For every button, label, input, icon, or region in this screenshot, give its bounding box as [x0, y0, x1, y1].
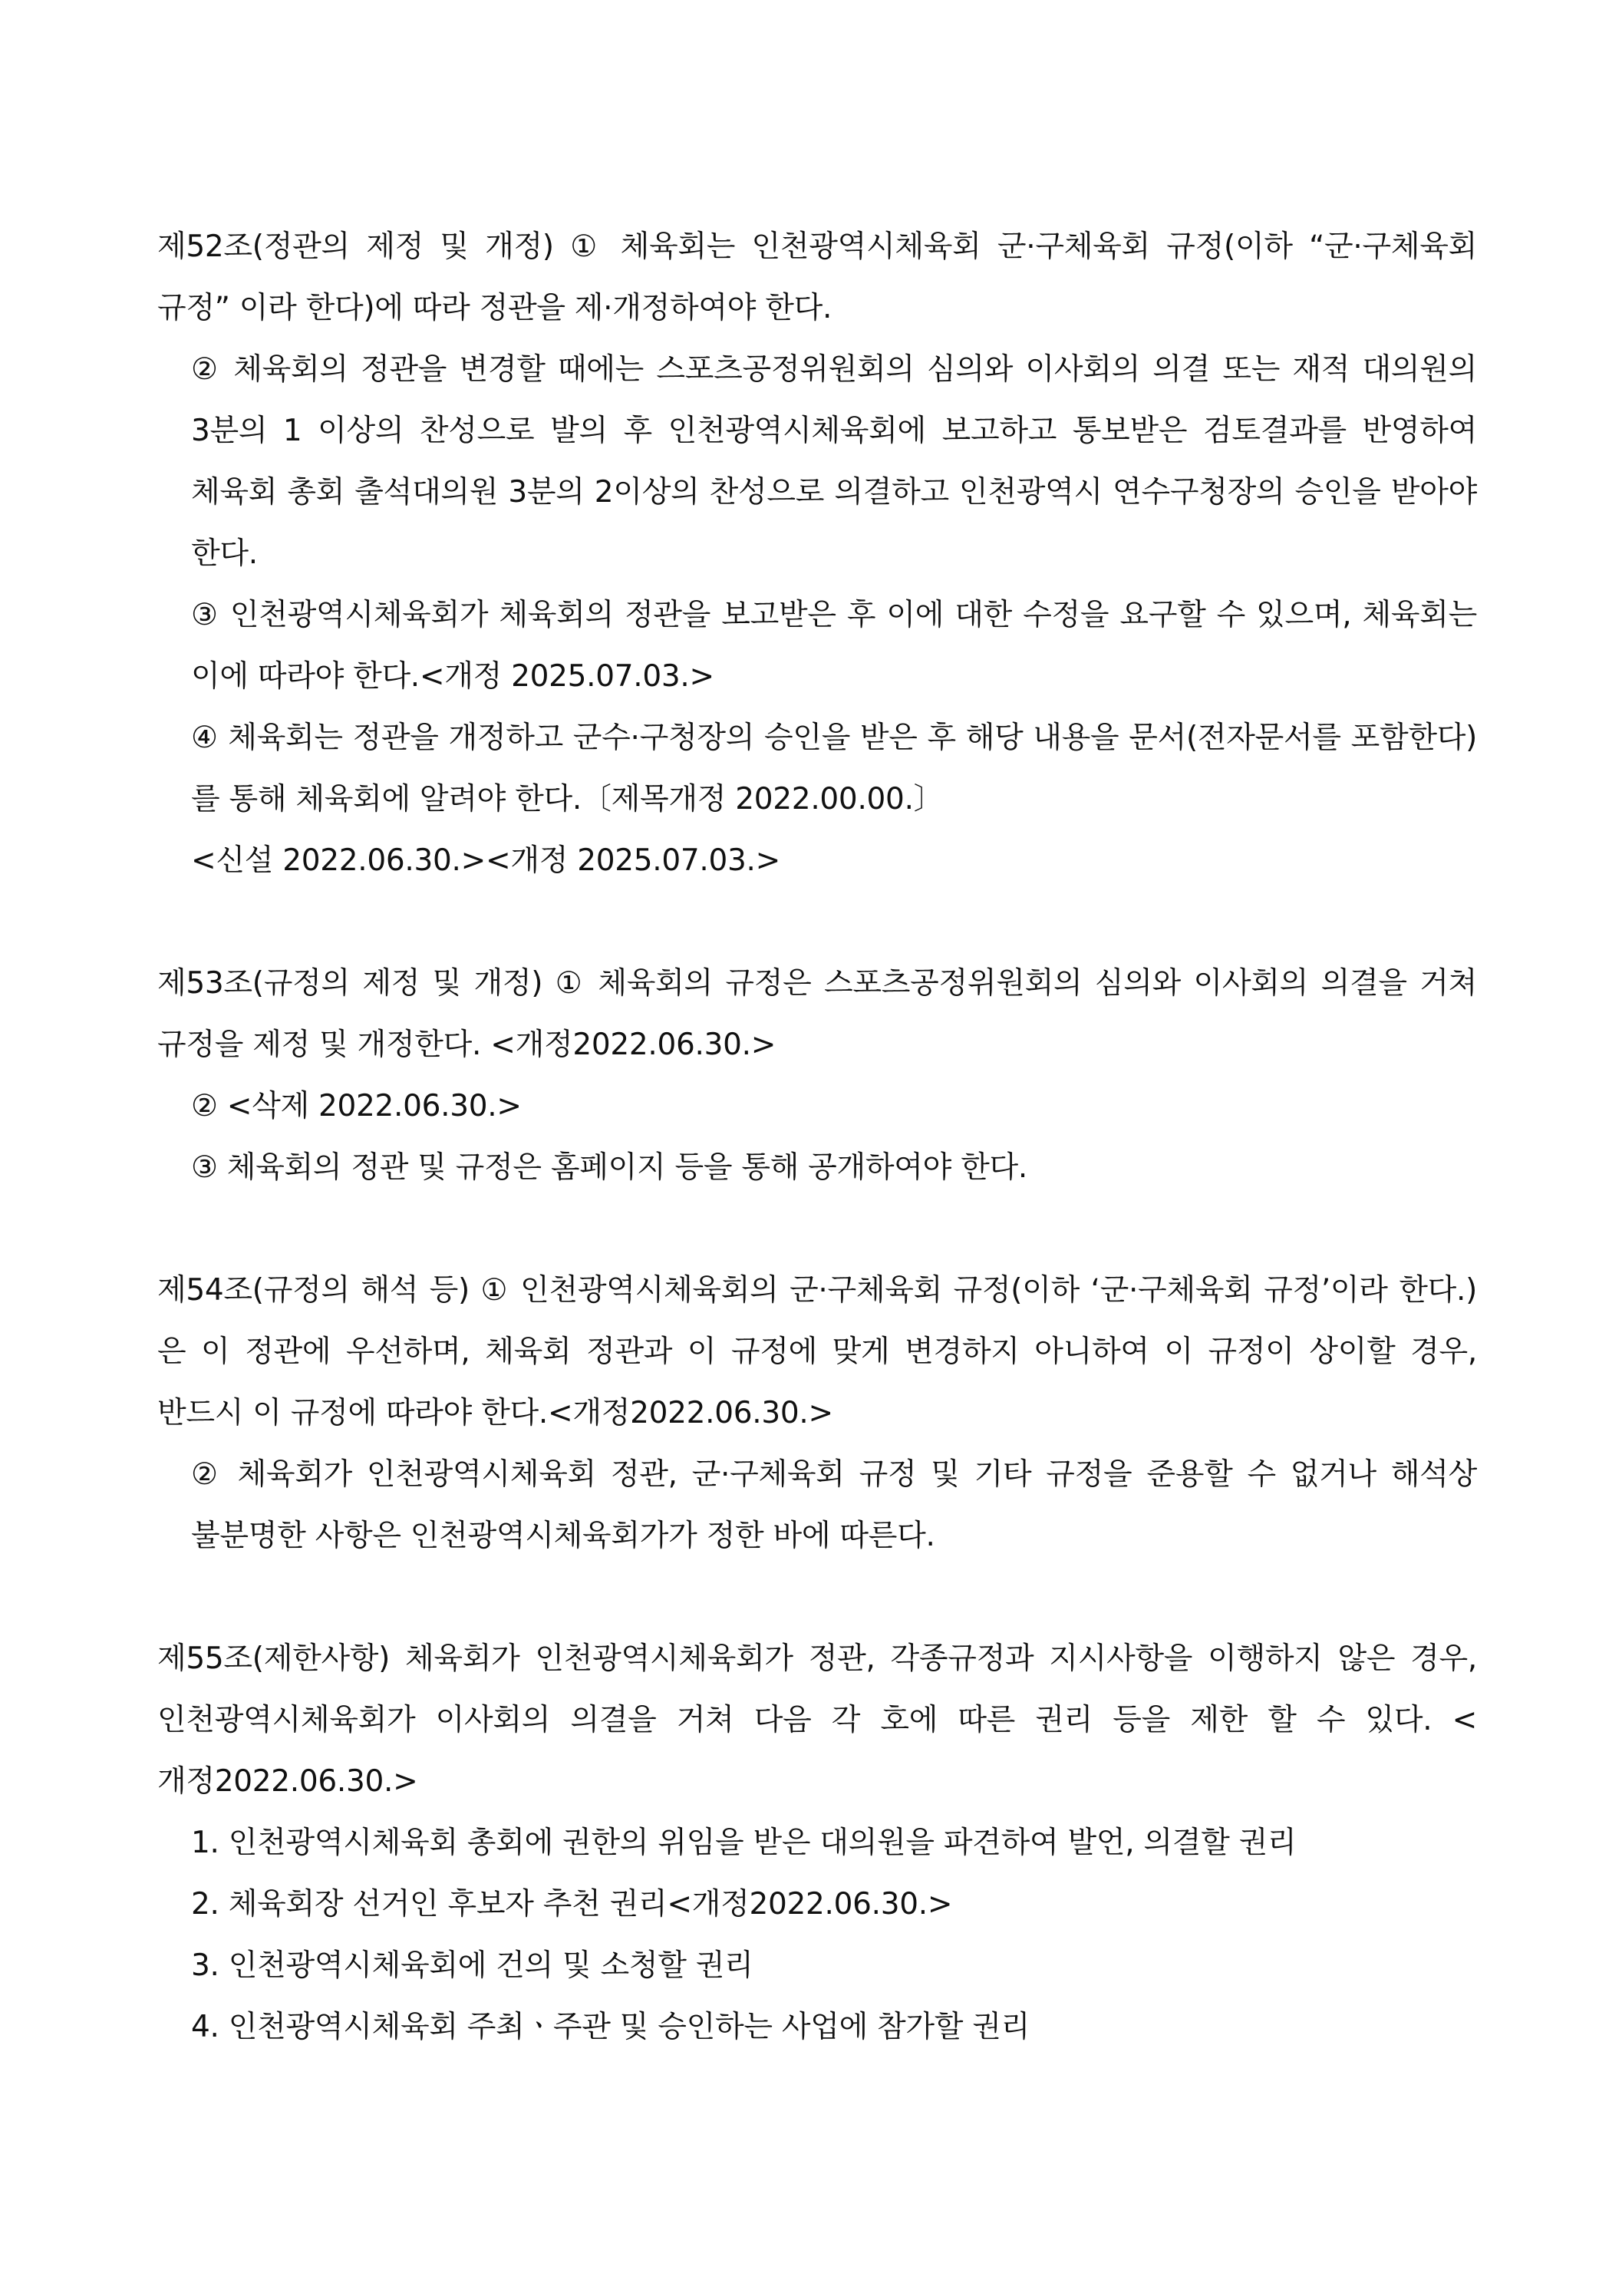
article-55-item-2: 2. 체육회장 선거인 후보자 추천 권리<개정2022.06.30.> [191, 1887, 953, 1922]
article-55 [157, 1628, 1477, 2058]
article-52-paragraph-1: 제52조(정관의 제정 및 개정) ① 체육회는 인천광역시체육회 군·구체육회 규정(이하 “군·구체육회 규정” 이라 한다)에 따라 정관을 제·개정하여야 한다. [157, 229, 1477, 325]
article-53 [157, 953, 1477, 1199]
section-spacer [157, 892, 1477, 953]
article-55-item-4: 4. 인천광역시체육회 주최ㆍ주관 및 승인하는 사업에 참가할 권리 [191, 2010, 1030, 2044]
article-54-paragraph-1: 제54조(규정의 해석 등) ① 인천광역시체육회의 군·구체육회 규정(이하 ‘군·구체육회 규정’이라 한다.)은 이 정관에 우선하며, 체육회 정관과 이 규정에 맞게 변경하지 아니하여 이 규정이 상이할 경우, 반드시 이 규정에 따라야 한다.<개정2022.06.30.> [157, 1273, 1477, 1430]
article-55-item-1: 1. 인천광역시체육회 총회에 권한의 위임을 받은 대의원을 파견하여 발언, 의결할 권리 [191, 1826, 1297, 1860]
article-55-paragraph-1: 제55조(제한사항) 체육회가 인천광역시체육회가 정관, 각종규정과 지시사항을 이행하지 않은 경우, 인천광역시체육회가 이사회의 의결을 거쳐 다음 각 호에 따른 권리 등을 제한 할 수 있다. <개정2022.06.30.> [157, 1641, 1477, 1799]
section-spacer [157, 1567, 1477, 1628]
article-52-paragraph-2: ② 체육회의 정관을 변경할 때에는 스포츠공정위원회의 심의와 이사회의 의결 또는 재적 대의원의 3분의 1 이상의 찬성으로 발의 후 인천광역시체육회에 보고하고 통보받은 검토결과를 반영하여 체육회 총회 출석대의원 3분의 2이상의 찬성으로 의결하고 인천광역시 연수구청장의 승인을 받아야 한다. [191, 352, 1477, 571]
article-54-paragraph-2: ② 체육회가 인천광역시체육회 정관, 군·구체육회 규정 및 기타 규정을 준용할 수 없거나 해석상 불분명한 사항은 인천광역시체육회가가 정한 바에 따른다. [191, 1457, 1477, 1553]
article-52 [157, 216, 1477, 892]
article-52-paragraph-3: ③ 인천광역시체육회가 체육회의 정관을 보고받은 후 이에 대한 수정을 요구할 수 있으며, 체육회는 이에 따라야 한다.<개정 2025.07.03.> [191, 598, 1477, 694]
article-53-paragraph-1: 제53조(규정의 제정 및 개정) ① 체육회의 규정은 스포츠공정위원회의 심의와 이사회의 의결을 거쳐 규정을 제정 및 개정한다. <개정2022.06.30.> [157, 966, 1477, 1062]
article-53-paragraph-2: ② <삭제 2022.06.30.> [191, 1089, 522, 1123]
article-52-amendment-note: <신설 2022.06.30.><개정 2025.07.03.> [191, 843, 780, 878]
article-52-paragraph-4: ④ 체육회는 정관을 개정하고 군수·구청장의 승인을 받은 후 해당 내용을 문서(전자문서를 포함한다)를 통해 체육회에 알려야 한다.〔제목개정 2022.00.00.〕 [191, 721, 1477, 816]
section-spacer [157, 1199, 1477, 1260]
document-page [157, 216, 1477, 2058]
article-53-paragraph-3: ③ 체육회의 정관 및 규정은 홈페이지 등을 통해 공개하여야 한다. [191, 1150, 1027, 1185]
article-54 [157, 1260, 1477, 1567]
article-55-item-3: 3. 인천광역시체육회에 건의 및 소청할 권리 [191, 1948, 753, 1983]
